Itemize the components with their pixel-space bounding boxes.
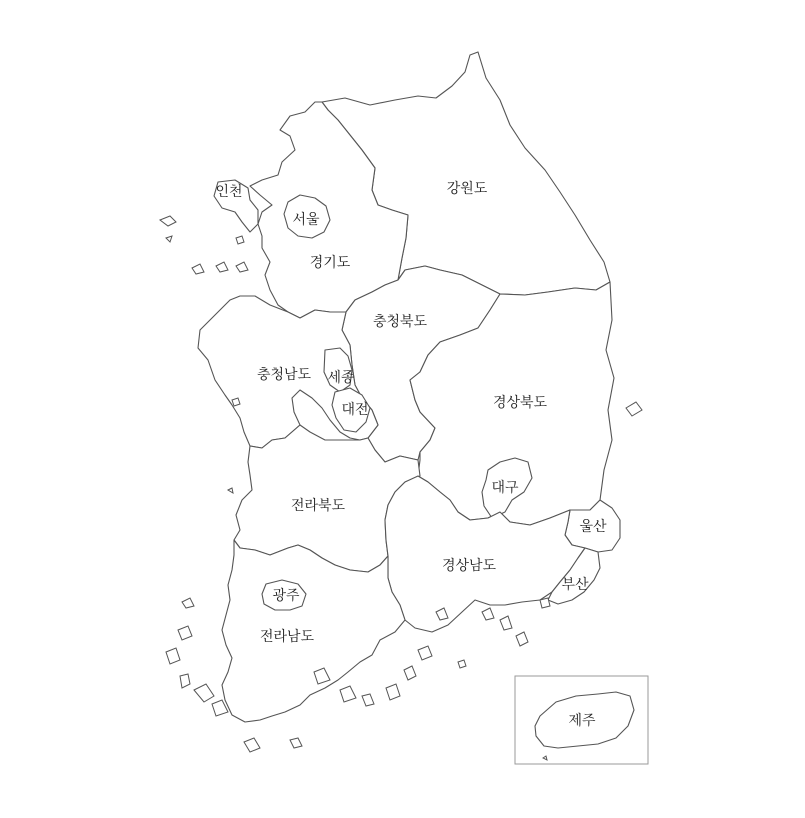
label-busan: 부산 [561, 577, 589, 593]
label-ulsan: 울산 [579, 519, 607, 535]
label-chungbuk: 충청북도 [372, 314, 428, 330]
label-jeonnam: 전라남도 [259, 629, 315, 645]
label-incheon: 인천 [215, 184, 243, 200]
label-gyeonggi: 경기도 [309, 255, 351, 271]
label-seoul: 서울 [292, 212, 320, 228]
label-gyeongnam: 경상남도 [441, 558, 497, 574]
label-gangwon: 강원도 [446, 181, 488, 197]
label-chungnam: 충청남도 [256, 367, 312, 383]
label-jeonbuk: 전라북도 [290, 498, 346, 514]
label-sejong: 세종 [327, 370, 355, 386]
label-jeju: 제주 [568, 713, 596, 729]
label-gyeongbuk: 경상북도 [492, 395, 548, 411]
label-daegu: 대구 [491, 480, 519, 496]
label-daejeon: 대전 [341, 402, 369, 418]
label-gwangju: 광주 [272, 588, 300, 604]
